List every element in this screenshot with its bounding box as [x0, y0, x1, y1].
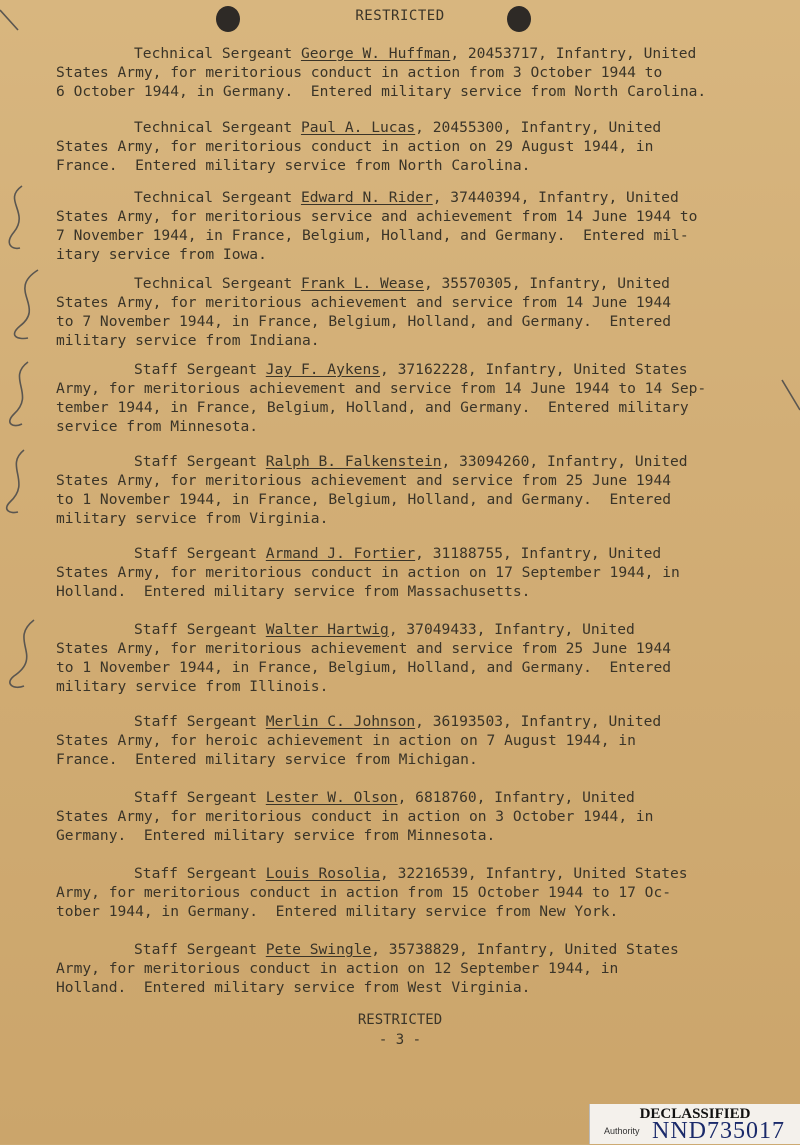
rank-text: Staff Sergeant	[134, 621, 266, 638]
rank-text: Technical Sergeant	[134, 119, 301, 136]
citation-body-line: 7 November 1944, in France, Belgium, Holland, and Germany. Entered mil-	[56, 227, 689, 244]
soldier-name: Jay F. Aykens	[265, 361, 381, 378]
stamp-title: DECLASSIFIED	[639, 1106, 751, 1122]
citation-body-line: tober 1944, in Germany. Entered military service from New York.	[56, 903, 619, 920]
citation-body-line: States Army, for meritorious achievement and service from 14 June 1944	[56, 294, 672, 311]
rank-text: Staff Sergeant	[134, 545, 266, 562]
serial-and-branch: , 6818760, Infantry, United	[397, 789, 635, 806]
serial-and-branch: , 35570305, Infantry, United	[423, 275, 670, 292]
rank-text: Technical Sergeant	[134, 275, 301, 292]
citation-body-line: Army, for meritorious achievement and service from 14 June 1944 to 14 Sep-	[56, 380, 707, 397]
citation-body-line: 6 October 1944, in Germany. Entered military service from North Carolina.	[56, 83, 707, 100]
soldier-name: George W. Huffman	[300, 45, 451, 62]
citation-body-line: States Army, for meritorious conduct in action on 3 October 1944, in	[56, 808, 654, 825]
citation-body-line: to 1 November 1944, in France, Belgium, Holland, and Germany. Entered	[56, 491, 672, 508]
citation-body-line: States Army, for meritorious service and achievement from 14 June 1944 to	[56, 208, 698, 225]
citation-body-line: to 7 November 1944, in France, Belgium, Holland, and Germany. Entered	[56, 313, 672, 330]
rank-text: Staff Sergeant	[134, 713, 266, 730]
stamp-authority-code: NND735017	[652, 1118, 785, 1144]
pencil-mark	[7, 450, 24, 513]
citation-body-line: Holland. Entered military service from West Virginia.	[56, 979, 531, 996]
citation-body-line: States Army, for meritorious conduct in action on 17 September 1944, in	[56, 564, 680, 581]
rank-text: Technical Sergeant	[134, 189, 301, 206]
citation-body-line: tember 1944, in France, Belgium, Holland, and Germany. Entered military	[56, 399, 689, 416]
serial-and-branch: , 37049433, Infantry, United	[388, 621, 635, 638]
pencil-mark	[0, 10, 18, 30]
pencil-mark	[10, 362, 28, 426]
pencil-mark	[10, 620, 34, 687]
serial-and-branch: , 32216539, Infantry, United States	[380, 865, 688, 882]
citation-body-line: to 1 November 1944, in France, Belgium, Holland, and Germany. Entered	[56, 659, 672, 676]
page-number: - 3 -	[378, 1032, 422, 1048]
pencil-mark	[15, 270, 38, 339]
citation-body-line: military service from Virginia.	[56, 510, 329, 527]
serial-and-branch: , 35738829, Infantry, United States	[371, 941, 679, 958]
pencil-mark	[9, 186, 22, 248]
rank-text: Staff Sergeant	[134, 453, 266, 470]
citation-body-line: Army, for meritorious conduct in action on 12 September 1944, in	[56, 960, 619, 977]
citation-body-line: States Army, for meritorious achievement and service from 25 June 1944	[56, 472, 672, 489]
soldier-name: Lester W. Olson	[265, 789, 398, 806]
citation-body-line: States Army, for meritorious conduct in action on 29 August 1944, in	[56, 138, 654, 155]
soldier-name: Paul A. Lucas	[300, 119, 416, 136]
serial-and-branch: , 31188755, Infantry, United	[415, 545, 662, 562]
citation-body-line: States Army, for meritorious conduct in action from 3 October 1944 to	[56, 64, 663, 81]
rank-text: Staff Sergeant	[134, 361, 266, 378]
soldier-name: Frank L. Wease	[300, 275, 424, 292]
restricted-footer: RESTRICTED	[357, 1012, 443, 1028]
rank-text: Staff Sergeant	[134, 941, 266, 958]
citation-body-line: Germany. Entered military service from Minnesota.	[56, 827, 496, 844]
citation-body-line: Army, for meritorious conduct in action from 15 October 1944 to 17 Oc-	[56, 884, 672, 901]
soldier-name: Armand J. Fortier	[265, 545, 416, 562]
serial-and-branch: , 36193503, Infantry, United	[415, 713, 662, 730]
citation-body-line: itary service from Iowa.	[56, 246, 267, 263]
rank-text: Staff Sergeant	[134, 789, 266, 806]
citation-body-line: Holland. Entered military service from Massachusetts.	[56, 583, 531, 600]
soldier-name: Walter Hartwig	[265, 621, 389, 638]
soldier-name: Pete Swingle	[265, 941, 372, 958]
citation-body-line: military service from Indiana.	[56, 332, 320, 349]
serial-and-branch: , 37162228, Infantry, United States	[380, 361, 688, 378]
soldier-name: Ralph B. Falkenstein	[265, 453, 442, 470]
soldier-name: Merlin C. Johnson	[265, 713, 416, 730]
citation-body-line: States Army, for heroic achievement in action on 7 August 1944, in	[56, 732, 636, 749]
rank-text: Staff Sergeant	[134, 865, 266, 882]
rank-text: Technical Sergeant	[134, 45, 301, 62]
declassified-stamp	[589, 1104, 800, 1144]
citation-body-line: France. Entered military service from Michigan.	[56, 751, 478, 768]
pencil-mark	[782, 380, 800, 410]
citation-body-line: service from Minnesota.	[56, 418, 259, 435]
serial-and-branch: , 33094260, Infantry, United	[441, 453, 688, 470]
citation-body-line: military service from Illinois.	[56, 678, 329, 695]
restricted-header: RESTRICTED	[355, 8, 445, 24]
serial-and-branch: , 20455300, Infantry, United	[415, 119, 662, 136]
serial-and-branch: , 37440394, Infantry, United	[432, 189, 679, 206]
citation-body-line: States Army, for meritorious achievement and service from 25 June 1944	[56, 640, 672, 657]
citation-body-line: France. Entered military service from North Carolina.	[56, 157, 531, 174]
soldier-name: Louis Rosolia	[265, 865, 381, 882]
stamp-authority-label: Authority	[604, 1126, 640, 1136]
serial-and-branch: , 20453717, Infantry, United	[450, 45, 697, 62]
soldier-name: Edward N. Rider	[300, 189, 433, 206]
